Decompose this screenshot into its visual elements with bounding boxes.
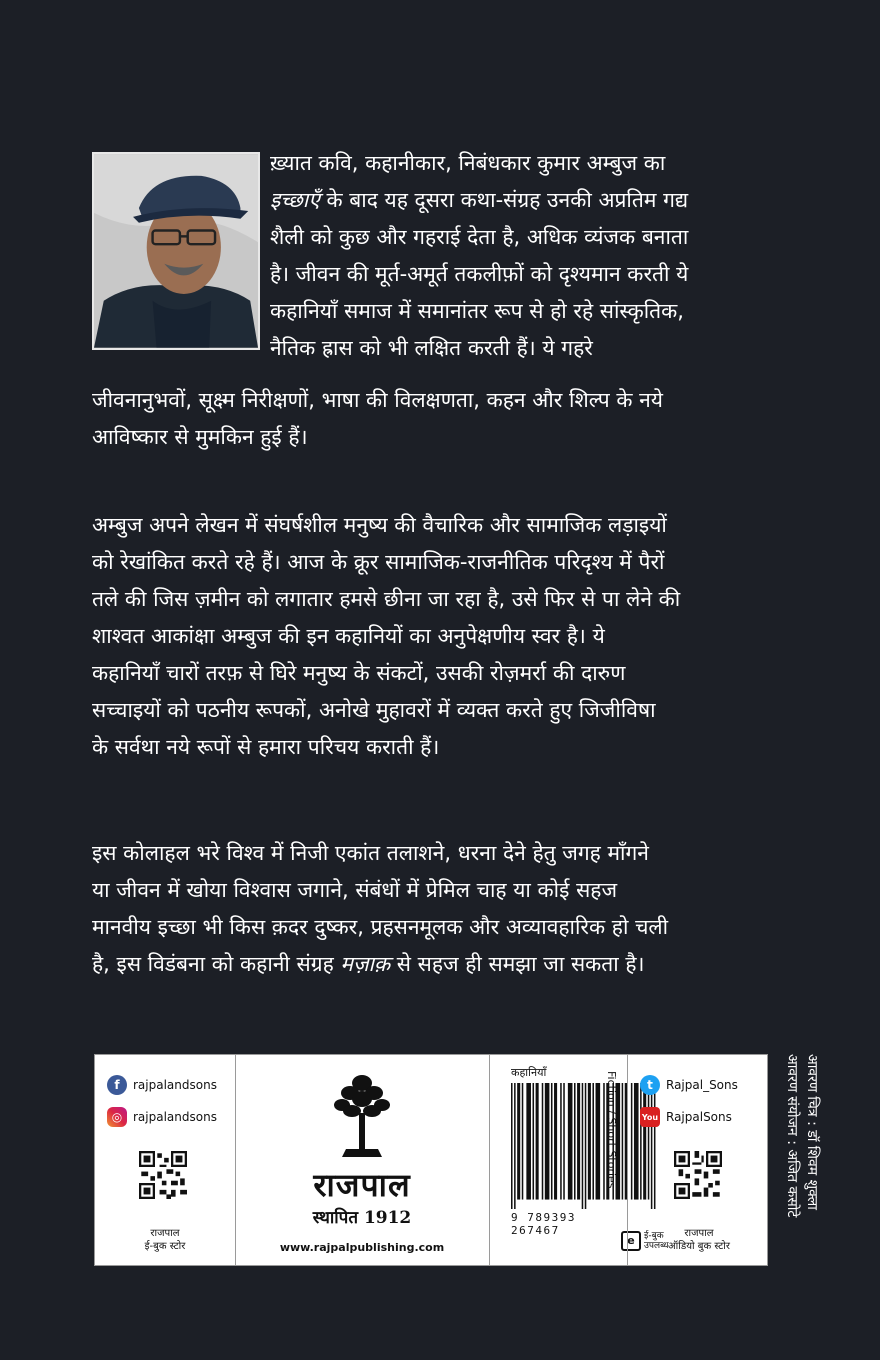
isbn-number: 9 789393 267467: [511, 1211, 576, 1237]
text-line: आविष्कार से मुमकिन हुई हैं।: [92, 425, 308, 449]
text-line: है। जीवन की मूर्त-अमूर्त तकलीफ़ों को दृश्यमान करती ये: [270, 262, 689, 286]
text-line: के सर्वथा नये रूपों से हमारा परिचय कराती हैं।: [92, 735, 440, 759]
qr-label-line: ऑडियो बुक स्टोर: [668, 1241, 730, 1252]
second-paragraph: [92, 507, 792, 766]
text-line: कहानियाँ चारों तरफ़ से घिरे मनुष्य के संकटों, उसकी रोज़मर्रा की दारुण: [92, 661, 626, 685]
left-social-column: [95, 1055, 236, 1265]
cover-art-credit: आवरण चित्र : डॉ शिवम शुक्ला: [804, 1054, 820, 1210]
text-line: अम्बुज अपने लेखन में संघर्षशील मनुष्य की वैचारिक और सामाजिक लड़ाइयों: [92, 513, 667, 537]
text-line-with-book-title: [270, 182, 792, 219]
instagram-label: rajpalandsons: [133, 1110, 217, 1124]
publisher-info-panel: [94, 1054, 768, 1266]
intro-paragraph-beside-photo: [270, 145, 792, 367]
qr-label-line: ई-बुक स्टोर: [144, 1241, 186, 1252]
facebook-handle[interactable]: [107, 1075, 217, 1095]
instagram-handle[interactable]: [107, 1107, 217, 1127]
text-line: या जीवन में खोया विश्वास जगाने, संबंधों में प्रेमिल चाह या कोई सहज: [92, 878, 618, 902]
qr-code-ebook-store-icon[interactable]: [139, 1151, 187, 1199]
text-line: मानवीय इच्छा भी किस क़दर दुष्कर, प्रहसनमूलक और अव्यावहारिक हो चली: [92, 915, 669, 939]
text-line: सच्चाइयों को पठनीय रूपकों, अनोखे मुहावरों में व्यक्त करते हुए जिजीविषा: [92, 698, 656, 722]
twitter-handle[interactable]: [640, 1075, 738, 1095]
qr-label-line: राजपाल: [684, 1228, 714, 1239]
text-line: शाश्वत आकांक्षा अम्बुज की इन कहानियों का अनुपेक्षणीय स्वर है। ये: [92, 624, 605, 648]
text-line: कहानियाँ समाज में समानांतर रूप से हो रहे सांस्कृतिक,: [270, 299, 684, 323]
author-photo: [92, 152, 260, 350]
genre-label: Fiction / Short Stories: [605, 1071, 618, 1189]
book-title-mazaaq: मज़ाक़: [340, 952, 391, 976]
ebook-icon: e: [621, 1231, 641, 1251]
text-line: को रेखांकित करते रहे हैं। आज के क्रूर सामाजिक-राजनीतिक परिदृश्य में पैरों: [92, 550, 665, 574]
text-line: जीवनानुभवों, सूक्ष्म निरीक्षणों, भाषा की विलक्षणता, कहन और शिल्प के नये: [92, 388, 663, 412]
text-line: नैतिक ह्रास को भी लक्षित करती हैं। ये गहरे: [270, 336, 593, 360]
text-fragment: के बाद यह दूसरा कथा-संग्रह उनकी अप्रतिम गद्य: [319, 188, 689, 212]
category-label: कहानियाँ: [511, 1066, 547, 1079]
text-line: ख़्यात कवि, कहानीकार, निबंधकार कुमार अम्बुज का: [270, 151, 666, 175]
qr-label-line: राजपाल: [150, 1228, 180, 1239]
text-fragment: है, इस विडंबना को कहानी संग्रह: [92, 952, 341, 976]
qr-audiobook-store-label: [638, 1227, 760, 1253]
cover-design-credit: आवरण संयोजन : अजित कसोटे: [784, 1054, 800, 1218]
facebook-label: rajpalandsons: [133, 1078, 217, 1092]
text-fragment: से सहज ही समझा जा सकता है।: [390, 952, 645, 976]
text-line: शैली को कुछ और गहराई देता है, अधिक व्यंजक बनाता: [270, 225, 689, 249]
twitter-label: Rajpal_Sons: [666, 1078, 738, 1092]
twitter-icon: t: [640, 1075, 660, 1095]
qr-ebook-store-label: [115, 1227, 215, 1253]
text-line-with-book-title: [92, 946, 792, 983]
text-line: इस कोलाहल भरे विश्व में निजी एकांत तलाशने, धरना देने हेतु जगह माँगने: [92, 841, 649, 865]
facebook-icon: f: [107, 1075, 127, 1095]
instagram-icon: ◎: [107, 1107, 127, 1127]
publisher-logo-column: [235, 1055, 490, 1265]
youtube-handle[interactable]: [640, 1107, 732, 1127]
publisher-name: राजपाल: [313, 1166, 411, 1204]
youtube-icon: You: [640, 1107, 660, 1127]
ebook-line: उपलब्ध: [644, 1241, 669, 1251]
cover-credits: [782, 1054, 822, 1284]
right-social-column: [627, 1055, 770, 1265]
publisher-website-link[interactable]: www.rajpalpublishing.com: [279, 1241, 445, 1254]
text-line: तले की जिस ज़मीन को लगातार हमसे छीना जा रहा है, उसे फिर से पा लेने की: [92, 587, 681, 611]
tree-logo-icon: [332, 1069, 392, 1161]
third-paragraph: [92, 835, 792, 983]
author-portrait-image: [94, 154, 258, 348]
established-year: स्थापित 1912: [312, 1208, 412, 1228]
youtube-label: RajpalSons: [666, 1110, 732, 1124]
qr-code-audiobook-store-icon[interactable]: [674, 1151, 722, 1199]
intro-paragraph-continued: [92, 382, 792, 456]
book-title-ichchhaen: इच्छाएँ: [270, 188, 320, 212]
ebook-line: ई-बुक: [644, 1231, 664, 1241]
